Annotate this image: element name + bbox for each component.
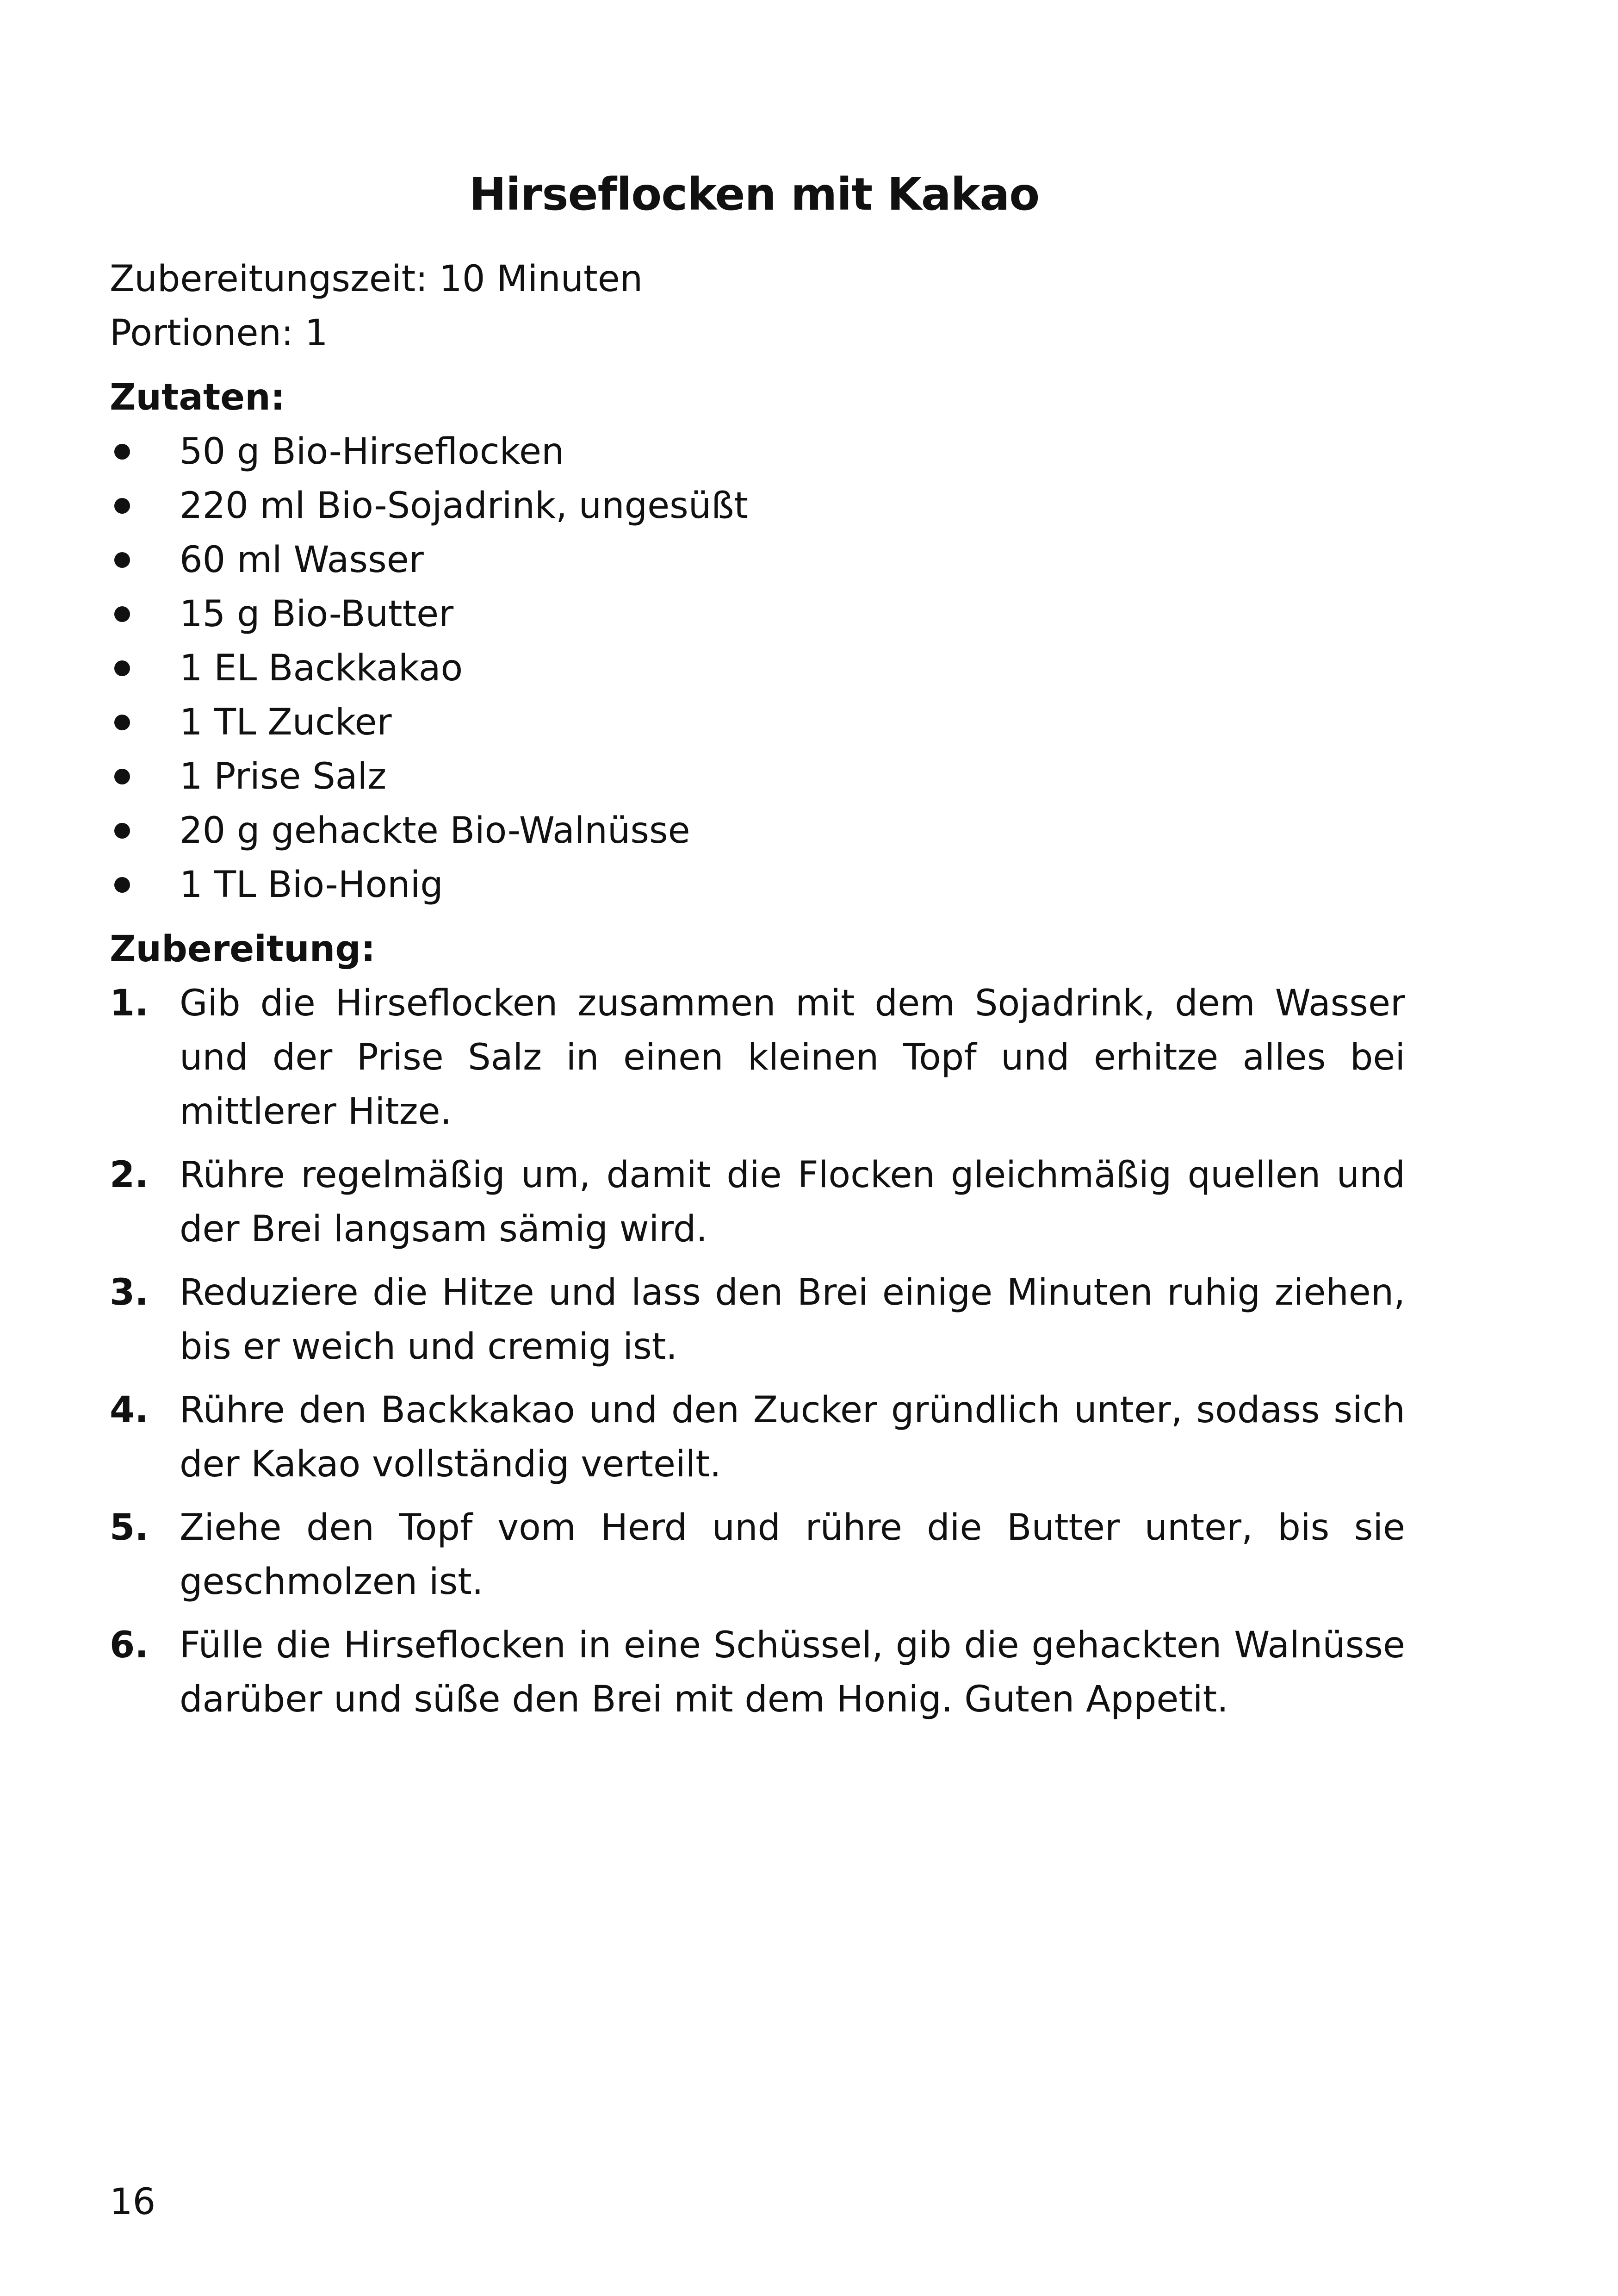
bullet-icon (114, 444, 130, 460)
step-text: Rühre den Backkakao und den Zucker gründlich unter, sodass sich der Kakao vollständig verteilt. (180, 1389, 1405, 1485)
steps-list (110, 977, 1405, 1727)
ingredient-item (110, 696, 1405, 750)
step-text: Gib die Hirseflocken zusammen mit dem Sojadrink, dem Wasser und der Prise Salz in einen kleinen Topf und erhitze alles bei mittlerer Hitze. (180, 983, 1405, 1132)
ingredient-text: 220 ml Bio-Sojadrink, ungesüßt (180, 485, 748, 527)
step-number: 2. (110, 1154, 149, 1196)
ingredient-text: 1 TL Zucker (180, 702, 392, 743)
ingredient-item (110, 750, 1405, 804)
ingredients-list (110, 425, 1405, 912)
step-text: Ziehe den Topf vom Herd und rühre die Butter unter, bis sie geschmolzen ist. (180, 1507, 1405, 1603)
bullet-icon (114, 823, 130, 839)
ingredient-text: 50 g Bio-Hirseflocken (180, 431, 564, 473)
bullet-icon (114, 877, 130, 893)
ingredient-text: 1 TL Bio-Honig (180, 864, 443, 906)
step-item (110, 977, 1405, 1139)
step-text: Rühre regelmäßig um, damit die Flocken gleichmäßig quellen und der Brei langsam sämig wird. (180, 1154, 1405, 1250)
ingredient-item (110, 804, 1405, 858)
step-text: Reduziere die Hitze und lass den Brei einige Minuten ruhig ziehen, bis er weich und cremig ist. (180, 1272, 1405, 1368)
step-number: 6. (110, 1624, 149, 1666)
step-number: 5. (110, 1507, 149, 1549)
ingredient-text: 15 g Bio-Butter (180, 593, 454, 635)
ingredient-text: 1 EL Backkakao (180, 647, 463, 689)
step-number: 1. (110, 983, 149, 1024)
step-item (110, 1618, 1405, 1727)
ingredients-heading: Zutaten: (110, 377, 285, 418)
step-item (110, 1266, 1405, 1374)
recipe-content (110, 252, 1405, 1736)
ingredient-item (110, 587, 1405, 641)
bullet-icon (114, 552, 130, 568)
bullet-icon (114, 660, 130, 676)
step-item (110, 1501, 1405, 1609)
page-number: 16 (110, 2181, 156, 2223)
step-item (110, 1148, 1405, 1257)
bullet-icon (114, 606, 130, 622)
ingredient-text: 20 g gehackte Bio-Walnüsse (180, 810, 690, 852)
step-number: 4. (110, 1389, 149, 1431)
ingredient-text: 1 Prise Salz (180, 756, 387, 797)
ingredient-item (110, 533, 1405, 587)
prep-time: Zubereitungszeit: 10 Minuten (110, 258, 643, 300)
ingredient-item (110, 479, 1405, 533)
ingredient-item (110, 425, 1405, 479)
bullet-icon (114, 769, 130, 784)
bullet-icon (114, 715, 130, 730)
step-item (110, 1383, 1405, 1492)
steps-heading: Zubereitung: (110, 928, 376, 970)
bullet-icon (114, 498, 130, 514)
ingredient-text: 60 ml Wasser (180, 539, 424, 581)
servings: Portionen: 1 (110, 312, 328, 354)
ingredient-item (110, 641, 1405, 696)
step-text: Fülle die Hirseflocken in eine Schüssel, gib die gehackten Walnüsse darüber und süße den Brei mit dem Honig. Guten Appetit. (180, 1624, 1405, 1720)
ingredient-item (110, 858, 1405, 912)
step-number: 3. (110, 1272, 149, 1313)
recipe-title: Hirseflocken mit Kakao (469, 168, 1040, 220)
